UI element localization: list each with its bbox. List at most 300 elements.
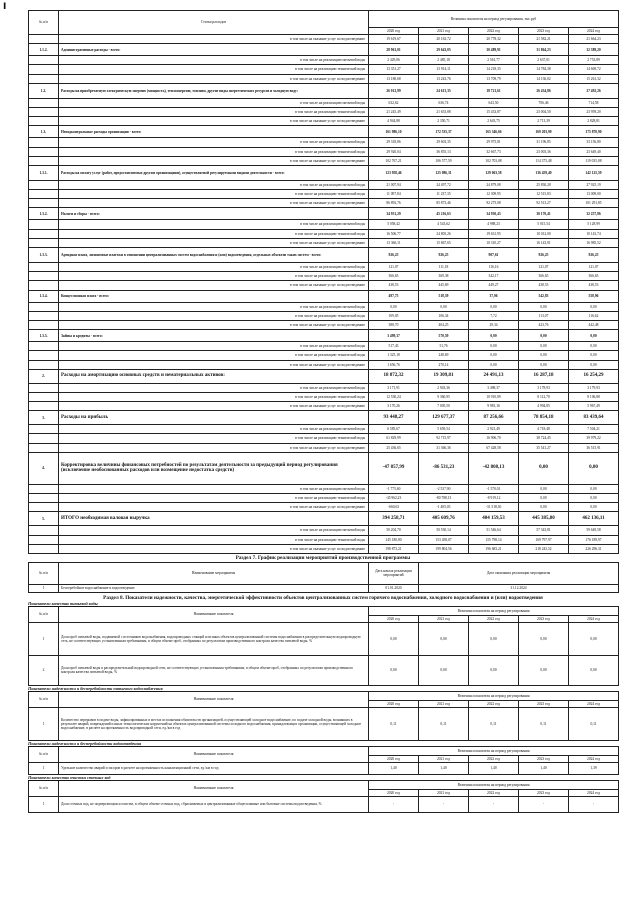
- row-value: 438,53: [369, 281, 419, 290]
- row-value: -80 788,13: [419, 494, 469, 503]
- row-number: [29, 484, 59, 493]
- row-value: 33 156,80: [569, 138, 619, 147]
- row-value: 5 058,42: [369, 220, 419, 229]
- table-row: [29, 138, 619, 147]
- row-value: 34 931,29: [369, 208, 419, 220]
- row-number: [29, 156, 59, 165]
- row-value: 31 366,36: [419, 443, 469, 452]
- row-label: Неподконтрольные расходы организации - всего:: [59, 126, 369, 138]
- indicator-name: Доля сточных вод, не подвергающихся очистке, в общем объеме сточных вод, сбрасываемых в централизованные общесплавные или бытовые системы водоотведения, %: [59, 796, 369, 812]
- row-value: 4 944,88: [369, 117, 419, 126]
- row-value: 0,00: [569, 342, 619, 351]
- indicator-name: Удельное количество аварий и засоров в расчете на протяженность канализационной сети, ед./км в год: [59, 762, 369, 774]
- row-value: 23 003,36: [519, 147, 569, 156]
- indicator-subheading: Показатели качества очистки сточных вод: [28, 774, 111, 780]
- row-value: 19 631,95: [469, 229, 519, 238]
- row-value: 31 196,85: [519, 138, 569, 147]
- group-header: Величина показателя на период регулирования: [369, 746, 619, 755]
- row-value: 0,00: [469, 351, 519, 360]
- row-value: 57 343,81: [519, 526, 569, 535]
- row-value: 39 979,22: [569, 434, 619, 443]
- table-row: [29, 402, 619, 411]
- col-num-header: № п/п: [29, 11, 59, 35]
- table-row: [29, 452, 619, 484]
- row-label: в том числе на реализацию технической воды: [59, 272, 369, 281]
- row-value: 175 870,90: [569, 126, 619, 138]
- row-value: 161 986,10: [369, 126, 419, 138]
- row-value: 14 136,02: [519, 74, 569, 83]
- row-label: в том числе на реализацию питьевой воды: [59, 425, 369, 434]
- indicator-subheading: Показатели надежности и бесперебойности питьевого водоснабжения: [28, 685, 163, 691]
- table-row: [29, 290, 619, 302]
- table-row: [29, 392, 619, 401]
- row-value: 248,69: [419, 351, 469, 360]
- row-value: 3 170,26: [369, 402, 419, 411]
- table-row: [29, 544, 619, 553]
- row-value: 176 189,97: [569, 535, 619, 544]
- table-row: [29, 503, 619, 512]
- row-value: 1 325,18: [369, 351, 419, 360]
- year-header: 2021 год: [419, 755, 469, 762]
- row-label: в том числе на оказание услуг по водоотведению: [59, 544, 369, 553]
- row-value: -86 531,23: [419, 452, 469, 484]
- row-number: [29, 65, 59, 74]
- row-value: 85 873,46: [419, 199, 469, 208]
- row-number: [29, 190, 59, 199]
- row-value: 438,53: [569, 281, 619, 290]
- row-value: 21 245,49: [369, 107, 419, 116]
- row-value: 10 143,74: [569, 229, 619, 238]
- row-label: в том числе на реализацию технической воды: [59, 147, 369, 156]
- row-value: 366,65: [369, 272, 419, 281]
- row-value: -660,63: [369, 503, 419, 512]
- table-row: [29, 434, 619, 443]
- row-label: в том числе на реализацию технической воды: [59, 107, 369, 116]
- table-row: [29, 762, 619, 774]
- indicator-subheading: Показатели качества питьевой воды: [28, 600, 98, 606]
- row-value: 114 375,48: [519, 156, 569, 165]
- row-value: 119 035,08: [569, 156, 619, 165]
- row-value: 462 136,11: [569, 512, 619, 526]
- row-value: 366,65: [519, 272, 569, 281]
- row-value: 13 009,00: [569, 190, 619, 199]
- row-value: 32 389,20: [569, 44, 619, 56]
- row-value: 27 925,19: [569, 180, 619, 189]
- table-row: [29, 56, 619, 65]
- row-value: 13 351,27: [369, 65, 419, 74]
- row-value: 165 346,66: [469, 126, 519, 138]
- table-row: [29, 383, 619, 392]
- row-number: [29, 281, 59, 290]
- row-value: 0,11: [469, 707, 519, 740]
- row-value: 0,00: [519, 330, 569, 342]
- row-value: 87 256,66: [469, 411, 519, 425]
- row-number: [29, 360, 59, 369]
- row-value: -: [569, 796, 619, 812]
- schedule-table: [28, 562, 619, 593]
- row-value: 4 994,85: [519, 402, 569, 411]
- table-row: [29, 180, 619, 189]
- row-value: 25 436,65: [369, 443, 419, 452]
- row-value: 5 967,49: [569, 402, 619, 411]
- row-value: 3 178,93: [519, 383, 569, 392]
- row-value: 0,00: [519, 302, 569, 311]
- row-value: 1,40: [369, 762, 419, 774]
- row-value: 2 943,36: [419, 383, 469, 392]
- row-value: 5 128,99: [569, 220, 619, 229]
- row-label: Займы и кредиты - всего:: [59, 330, 369, 342]
- year-header: 2022 год: [469, 28, 519, 35]
- row-value: 29,34: [469, 320, 519, 329]
- row-label: в том числе на реализацию технической воды: [59, 65, 369, 74]
- table-row: [29, 263, 619, 272]
- table-row: [29, 74, 619, 83]
- row-value: -: [469, 796, 519, 812]
- row-value: 518,59: [419, 290, 469, 302]
- row-label: Расходы на амортизацию основных средств и нематериальных активов:: [59, 369, 369, 383]
- row-value: 0,00: [419, 622, 469, 655]
- row-value: -: [369, 796, 419, 812]
- row-number: [29, 117, 59, 126]
- row-value: 21 653,88: [419, 107, 469, 116]
- row-label: в том числе на оказание услуг по водоотведению: [59, 443, 369, 452]
- row-number: 4.: [29, 452, 59, 484]
- row-value: 59 649,58: [569, 526, 619, 535]
- row-value: 907,61: [469, 248, 519, 263]
- table-row: [29, 425, 619, 434]
- row-number: 1: [29, 622, 59, 655]
- indicator-table: [28, 746, 619, 775]
- row-label: в том числе на реализацию питьевой воды: [59, 138, 369, 147]
- row-value: 0,00: [569, 302, 619, 311]
- row-value: 0,00: [519, 503, 569, 512]
- row-value: 29 920,04: [369, 147, 419, 156]
- row-label: в том числе на оказание услуг по водоотведению: [59, 199, 369, 208]
- year-header: 2023 год: [519, 755, 569, 762]
- row-value: 92 275,08: [469, 199, 519, 208]
- group-header: Величина показателя на период регулирования: [369, 606, 619, 615]
- table-row: [29, 622, 619, 655]
- row-label: в том числе на реализацию технической воды: [59, 311, 369, 320]
- col-name-header: Наименование показателя: [59, 780, 369, 796]
- table-row: [29, 35, 619, 44]
- row-value: 50 530,14: [419, 526, 469, 535]
- row-value: 155 798,14: [469, 535, 519, 544]
- row-value: 2 713,39: [519, 117, 569, 126]
- row-value: 145 180,80: [369, 535, 419, 544]
- row-value: 37,06: [469, 290, 519, 302]
- row-value: 129 063,58: [469, 165, 519, 180]
- table-row: [29, 302, 619, 311]
- row-value: 0,00: [569, 503, 619, 512]
- row-value: 558,96: [569, 290, 619, 302]
- row-value: 404 159,53: [469, 512, 519, 526]
- row-value: 26 012,99: [369, 83, 419, 98]
- row-number: [29, 392, 59, 401]
- col-num-header: № п/п: [29, 691, 59, 707]
- row-value: 50 204,70: [369, 526, 419, 535]
- row-number: [29, 311, 59, 320]
- row-value: 27 492,26: [569, 83, 619, 98]
- row-number: 3.: [29, 411, 59, 425]
- row-value: 121,07: [519, 263, 569, 272]
- row-value: 67 428,58: [469, 443, 519, 452]
- row-value: 926,25: [519, 248, 569, 263]
- row-value: 8 112,70: [519, 392, 569, 401]
- row-label: в том числе на реализацию технической воды: [59, 434, 369, 443]
- indicator-table: [28, 780, 619, 813]
- row-value: 93 448,27: [369, 411, 419, 425]
- year-header: 2022 год: [469, 789, 519, 796]
- table-row: [29, 342, 619, 351]
- row-label: Расходы на оплату услуг (работ, предоставляемых другим организациям), осуществляемой регулируемыми видами деятельности - всего:: [59, 165, 369, 180]
- row-value: 270,14: [419, 360, 469, 369]
- row-value: 24 805,26: [419, 229, 469, 238]
- row-number: 1: [29, 796, 59, 812]
- row-label: в том числе на реализацию технической воды: [59, 392, 369, 401]
- row-value: 7 005,50: [419, 402, 469, 411]
- row-value: 517,43: [369, 342, 419, 351]
- row-value: 24 879,08: [469, 180, 519, 189]
- s7-row-name: Бесперебойное водоснабжение и водоотведение: [59, 584, 369, 592]
- row-label: в том числе на реализацию питьевой воды: [59, 56, 369, 65]
- s7-row-num: 1: [29, 584, 59, 592]
- row-value: 92 513,27: [519, 199, 569, 208]
- row-value: 643,50: [469, 98, 519, 107]
- table-row: [29, 526, 619, 535]
- row-value: 125 086,31: [419, 165, 469, 180]
- row-value: 26 434,86: [519, 83, 569, 98]
- col-name-header: Наименование показателя: [59, 606, 369, 622]
- row-number: [29, 199, 59, 208]
- row-value: 2 637,01: [519, 56, 569, 65]
- row-value: 0,00: [519, 494, 569, 503]
- row-value: -1 405,03: [419, 503, 469, 512]
- row-value: 0,11: [519, 707, 569, 740]
- row-value: 34 930,43: [469, 208, 519, 220]
- row-value: 13 180,68: [369, 74, 419, 83]
- row-value: 153 458,07: [419, 535, 469, 544]
- row-value: 142 125,59: [569, 165, 619, 180]
- row-value: 423,76: [519, 320, 569, 329]
- col-name-header: Статьи расходов: [59, 11, 369, 35]
- row-value: 1 656,76: [369, 360, 419, 369]
- row-value: 123 958,46: [369, 165, 419, 180]
- row-value: -31 518,30: [469, 503, 519, 512]
- section7-title: Раздел 7. График реализации мероприятий производственной программы: [235, 554, 411, 561]
- row-label: в том числе на реализацию технической воды: [59, 494, 369, 503]
- row-value: 51 546,64: [469, 526, 519, 535]
- row-label: в том числе на реализацию технической воды: [59, 351, 369, 360]
- row-number: [29, 180, 59, 189]
- row-number: 2.: [29, 369, 59, 383]
- col-num-header: № п/п: [29, 746, 59, 762]
- row-value: 196 683,21: [469, 544, 519, 553]
- row-value: 404,25: [419, 320, 469, 329]
- year-header: 2024 год: [569, 28, 619, 35]
- row-value: 19 619,67: [369, 35, 419, 44]
- row-value: 0,00: [519, 622, 569, 655]
- row-value: 6 585,67: [369, 425, 419, 434]
- row-value: 542,83: [519, 290, 569, 302]
- row-value: 442,48: [569, 320, 619, 329]
- row-number: 1.3.1.: [29, 165, 59, 180]
- row-value: 9 360,95: [419, 392, 469, 401]
- row-value: 0,00: [369, 622, 419, 655]
- row-value: 0,00: [519, 351, 569, 360]
- row-value: 14 669,72: [569, 65, 619, 74]
- row-value: 438,53: [519, 281, 569, 290]
- row-value: 388,70: [369, 320, 419, 329]
- row-label: в том числе на оказание услуг по водоотведению: [59, 281, 369, 290]
- row-value: 3 179,93: [569, 383, 619, 392]
- row-value: 0,00: [569, 655, 619, 685]
- row-label: в том числе на реализацию питьевой воды: [59, 484, 369, 493]
- row-value: 111,18: [419, 263, 469, 272]
- year-header: 2022 год: [469, 700, 519, 707]
- row-label: в том числе на реализацию питьевой воды: [59, 383, 369, 392]
- row-number: [29, 494, 59, 503]
- row-value: 18 721,61: [469, 83, 519, 98]
- row-value: 36 855,13: [419, 147, 469, 156]
- row-number: [29, 147, 59, 156]
- row-value: 706,46: [519, 98, 569, 107]
- year-header: 2020 год: [369, 615, 419, 622]
- year-header: 2022 год: [469, 615, 519, 622]
- row-label: в том числе на реализацию технической воды: [59, 190, 369, 199]
- row-label: в том числе на оказание услуг по водоотведению: [59, 320, 369, 329]
- row-value: 32 257,86: [569, 208, 619, 220]
- row-value: 28 961,01: [369, 44, 419, 56]
- table-row: [29, 351, 619, 360]
- row-value: 2 643,75: [469, 117, 519, 126]
- row-number: [29, 272, 59, 281]
- table-row: [29, 65, 619, 74]
- row-value: 5 015,54: [519, 220, 569, 229]
- row-number: [29, 107, 59, 116]
- row-value: 78 854,18: [519, 411, 569, 425]
- row-value: 21 007,94: [369, 180, 419, 189]
- row-value: 16 906,70: [469, 434, 519, 443]
- row-value: 169 797,97: [519, 535, 569, 544]
- year-header: 2020 год: [369, 755, 419, 762]
- row-label: в том числе на реализацию питьевой воды: [59, 342, 369, 351]
- row-value: 0,00: [569, 360, 619, 369]
- row-label: в том числе на реализацию питьевой воды: [59, 220, 369, 229]
- row-label: в том числе на реализацию питьевой воды: [59, 98, 369, 107]
- row-value: 109,05: [369, 311, 419, 320]
- group-header: Величина показателя на период регулирования: [369, 780, 619, 789]
- row-value: 0,00: [569, 484, 619, 493]
- row-value: 113,07: [519, 311, 569, 320]
- row-label: Корректировка величины финансовых потребностей по результатам деятельности за предыдущий период регулирования (исключение необоснованных расходов или возмещение недостатка средств): [59, 452, 369, 484]
- row-value: 18 872,32: [369, 369, 419, 383]
- row-number: [29, 138, 59, 147]
- expenses-table: [28, 10, 619, 554]
- row-label: в том числе на оказание услуг по водоотведению: [59, 74, 369, 83]
- row-value: 497,75: [369, 290, 419, 302]
- row-number: [29, 342, 59, 351]
- year-header: 2021 год: [419, 615, 469, 622]
- document-page: [28, 0, 618, 813]
- row-value: -42 808,13: [469, 452, 519, 484]
- group-header: Величина показателя на период регулирования: [369, 691, 619, 700]
- row-label: Расходы на приобретаемую электрическую энергию (мощность), теплоэнергию, топливо, другие виды энергетических ресурсов и холодную воду:: [59, 83, 369, 98]
- table-row: [29, 147, 619, 156]
- year-header: 2023 год: [519, 700, 569, 707]
- table-row: [29, 443, 619, 452]
- row-label: Налоги и сборы - всего:: [59, 208, 369, 220]
- row-value: 23 959,20: [569, 107, 619, 116]
- row-value: -1 570,01: [469, 484, 519, 493]
- row-value: 9 981,16: [469, 402, 519, 411]
- row-number: [29, 238, 59, 247]
- row-value: 0,00: [469, 622, 519, 655]
- row-value: 30 489,91: [469, 44, 519, 56]
- row-value: 0,00: [519, 342, 569, 351]
- row-value: 92 715,97: [419, 434, 469, 443]
- row-value: 0,00: [469, 330, 519, 342]
- row-value: 3 499,37: [369, 330, 419, 342]
- table-row: [29, 117, 619, 126]
- row-value: 199 804,56: [419, 544, 469, 553]
- row-value: 121,07: [569, 263, 619, 272]
- row-value: 16 254,29: [569, 369, 619, 383]
- row-value: 136 459,40: [519, 165, 569, 180]
- table-row: [29, 190, 619, 199]
- row-value: 449,27: [469, 281, 519, 290]
- table-row: [29, 208, 619, 220]
- row-value: 16 143,91: [519, 238, 569, 247]
- row-value: -45 962,23: [369, 494, 419, 503]
- year-header: 2023 год: [519, 28, 569, 35]
- row-value: 12 515,83: [519, 190, 569, 199]
- row-value: 0,00: [369, 302, 419, 311]
- row-value: 3 171,91: [369, 383, 419, 392]
- year-header: 2024 год: [569, 789, 619, 796]
- table-row: [29, 281, 619, 290]
- row-value: 405 609,76: [419, 512, 469, 526]
- row-value: 2 921,49: [469, 425, 519, 434]
- row-value: 1,40: [419, 762, 469, 774]
- row-value: 0,00: [469, 302, 519, 311]
- row-number: [29, 425, 59, 434]
- row-value: 169 203,90: [519, 126, 569, 138]
- row-value: -: [519, 796, 569, 812]
- row-value: 445 385,80: [519, 512, 569, 526]
- s7-row-start: 01.01.2020: [369, 584, 419, 592]
- row-label: Административные расходы - всего:: [59, 44, 369, 56]
- row-value: -1 775,60: [369, 484, 419, 493]
- row-value: 16 287,18: [519, 369, 569, 383]
- row-value: 15 261,32: [569, 74, 619, 83]
- row-value: 36 515,91: [569, 443, 619, 452]
- row-value: 116,16: [469, 263, 519, 272]
- row-value: 86 892,76: [369, 199, 419, 208]
- row-label: в том числе на оказание услуг по водоотведению: [59, 156, 369, 165]
- indicator-table: [28, 606, 619, 686]
- row-value: 0,00: [419, 655, 469, 685]
- table-row: [29, 248, 619, 263]
- table-row: [29, 796, 619, 812]
- row-value: 29 643,05: [419, 44, 469, 56]
- row-value: 102 703,08: [469, 156, 519, 165]
- table-row: [29, 238, 619, 247]
- table-row: [29, 229, 619, 238]
- row-value: 14 784,38: [519, 65, 569, 74]
- row-value: 0,00: [519, 452, 569, 484]
- row-value: 1,39: [569, 762, 619, 774]
